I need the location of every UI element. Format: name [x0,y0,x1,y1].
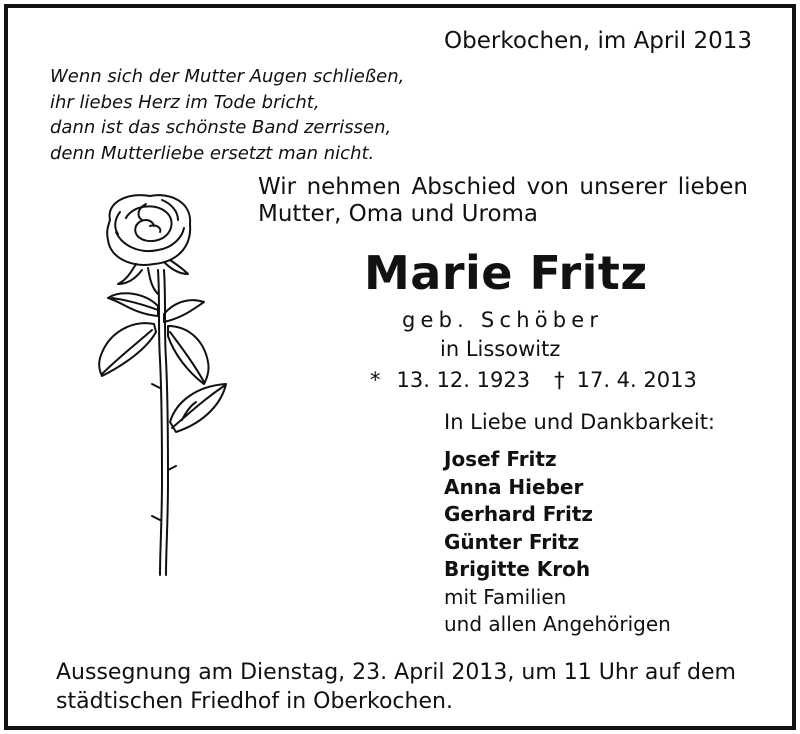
deceased-name: Marie Fritz [364,246,648,300]
mourners-list [444,446,671,639]
intro-line: Mutter, Oma und Uroma [258,201,539,227]
ceremony-info [56,658,736,716]
poem-line: denn Mutterliebe ersetzt man nicht. [50,142,375,164]
place-date: Oberkochen, im April 2013 [444,28,752,54]
intro-line: Wir nehmen Abschied von unserer lieben [258,174,748,200]
mourner-name: Josef Fritz [444,447,557,471]
born-date: 13. 12. 1923 [396,368,531,392]
thanks-heading: In Liebe und Dankbarkeit: [444,410,716,434]
mourners-closing: mit Familien [444,584,567,609]
mourner-name: Brigitte Kroh [444,557,591,581]
mourners-closing: und allen Angehörigen [444,612,671,636]
died-symbol: † [554,368,565,392]
ceremony-line: Aussegnung am Dienstag, 23. April 2013, um 11 Uhr auf dem [56,660,736,685]
mourner-name: Anna Hieber [444,474,584,499]
born-symbol: * [370,368,381,392]
mourner-name: Gerhard Fritz [444,502,594,526]
poem-line: Wenn sich der Mutter Augen schließen, [50,66,405,87]
farewell-intro [258,174,748,228]
ceremony-line: städtischen Friedhof in Oberkochen. [56,689,453,714]
birth-name: geb. Schöber [402,308,604,332]
died-date: 17. 4. 2013 [576,368,697,392]
mourner-name: Günter Fritz [444,529,580,554]
rose-icon [92,190,242,580]
poem [50,64,404,166]
obituary-notice [4,4,796,730]
poem-line: ihr liebes Herz im Tode bricht, [50,91,320,113]
birth-place: in Lissowitz [440,337,561,361]
poem-line: dann ist das schönste Band zerrissen, [50,117,392,138]
life-dates [370,368,697,392]
